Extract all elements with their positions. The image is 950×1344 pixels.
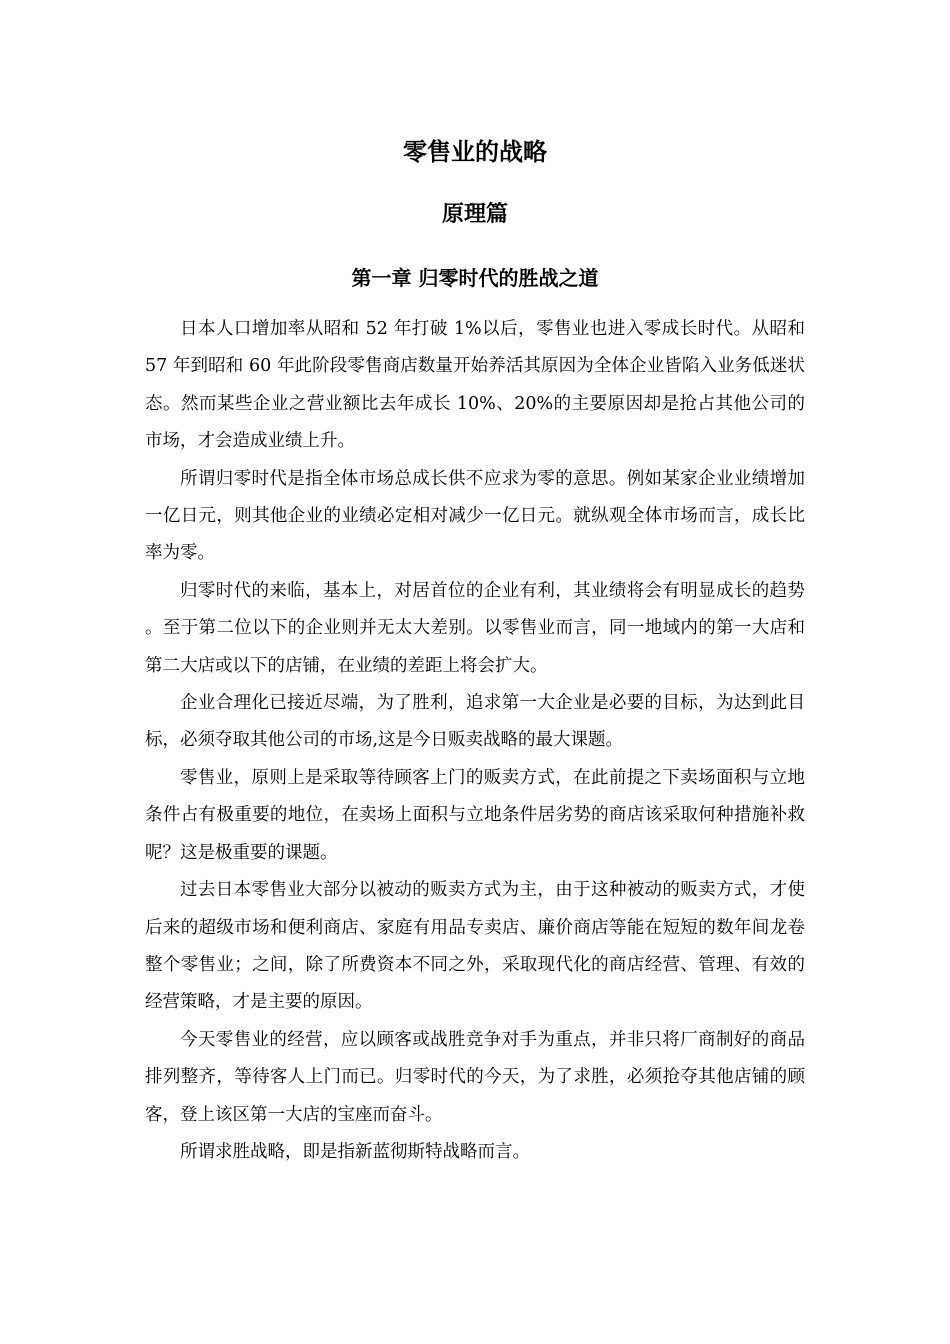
paragraph: 今天零售业的经营，应以顾客或战胜竞争对手为重点，并非只将厂商制好的商品排列整齐，等待客人上门而已。归零时代的今天，为了求胜，必须抢夺其他店铺的顾客，登上该区第一大店的宝座而奋斗。 [145,1029,805,1125]
part-title: 原理篇 [441,202,508,227]
paragraph: 所谓归零时代是指全体市场总成长供不应求为零的意思。例如某家企业业绩增加一亿日元，则其他企业的业绩必定相对减少一亿日元。就纵观全体市场而言，成长比率为零。 [145,468,805,564]
paragraph: 零售业，原则上是采取等待顾客上门的贩卖方式，在此前提之下卖场面积与立地条件占有极重要的地位，在卖场上面积与立地条件居劣势的商店该采取何种措施补救呢？这是极重要的课题。 [145,767,805,863]
paragraph: 过去日本零售业大部分以被动的贩卖方式为主，由于这种被动的贩卖方式，才使后来的超级市场和便利商店、家庭有用品专卖店、廉价商店等能在短短的数年间龙卷整个零售业；之间，除了所费资本不同之外，采取现代化的商店经营、管理、有效的经营策略，才是主要的原因。 [145,880,805,1013]
paragraph: 日本人口增加率从昭和 52 年打破 1%以后，零售业也进入零成长时代。从昭和 57 年到昭和 60 年此阶段零售商店数量开始养活其原因为全体企业皆陷入业务低迷状态。然而某些企业之营业额比去年成长 10%、20%的主要原因却是抢占其他公司的市场，才会造成业绩上升。 [145,319,805,452]
body-text [145,311,805,1171]
chapter-title: 第一章 归零时代的胜战之道 [351,266,599,290]
paragraph: 所谓求胜战略，即是指新蓝彻斯特战略而言。 [180,1141,530,1162]
paragraph: 归零时代的来临，基本上，对居首位的企业有利，其业绩将会有明显成长的趋势。至于第二位以下的企业则并无太大差别。以零售业而言，同一地域内的第一大店和第二大店或以下的店铺，在业绩的差距上将会扩大。 [145,580,805,676]
paragraph: 企业合理化已接近尽端，为了胜利，追求第一大企业是必要的目标，为达到此目标，必须夺取其他公司的市场,这是今日贩卖战略的最大课题。 [145,693,805,751]
document-title: 零售业的战略 [403,138,547,166]
